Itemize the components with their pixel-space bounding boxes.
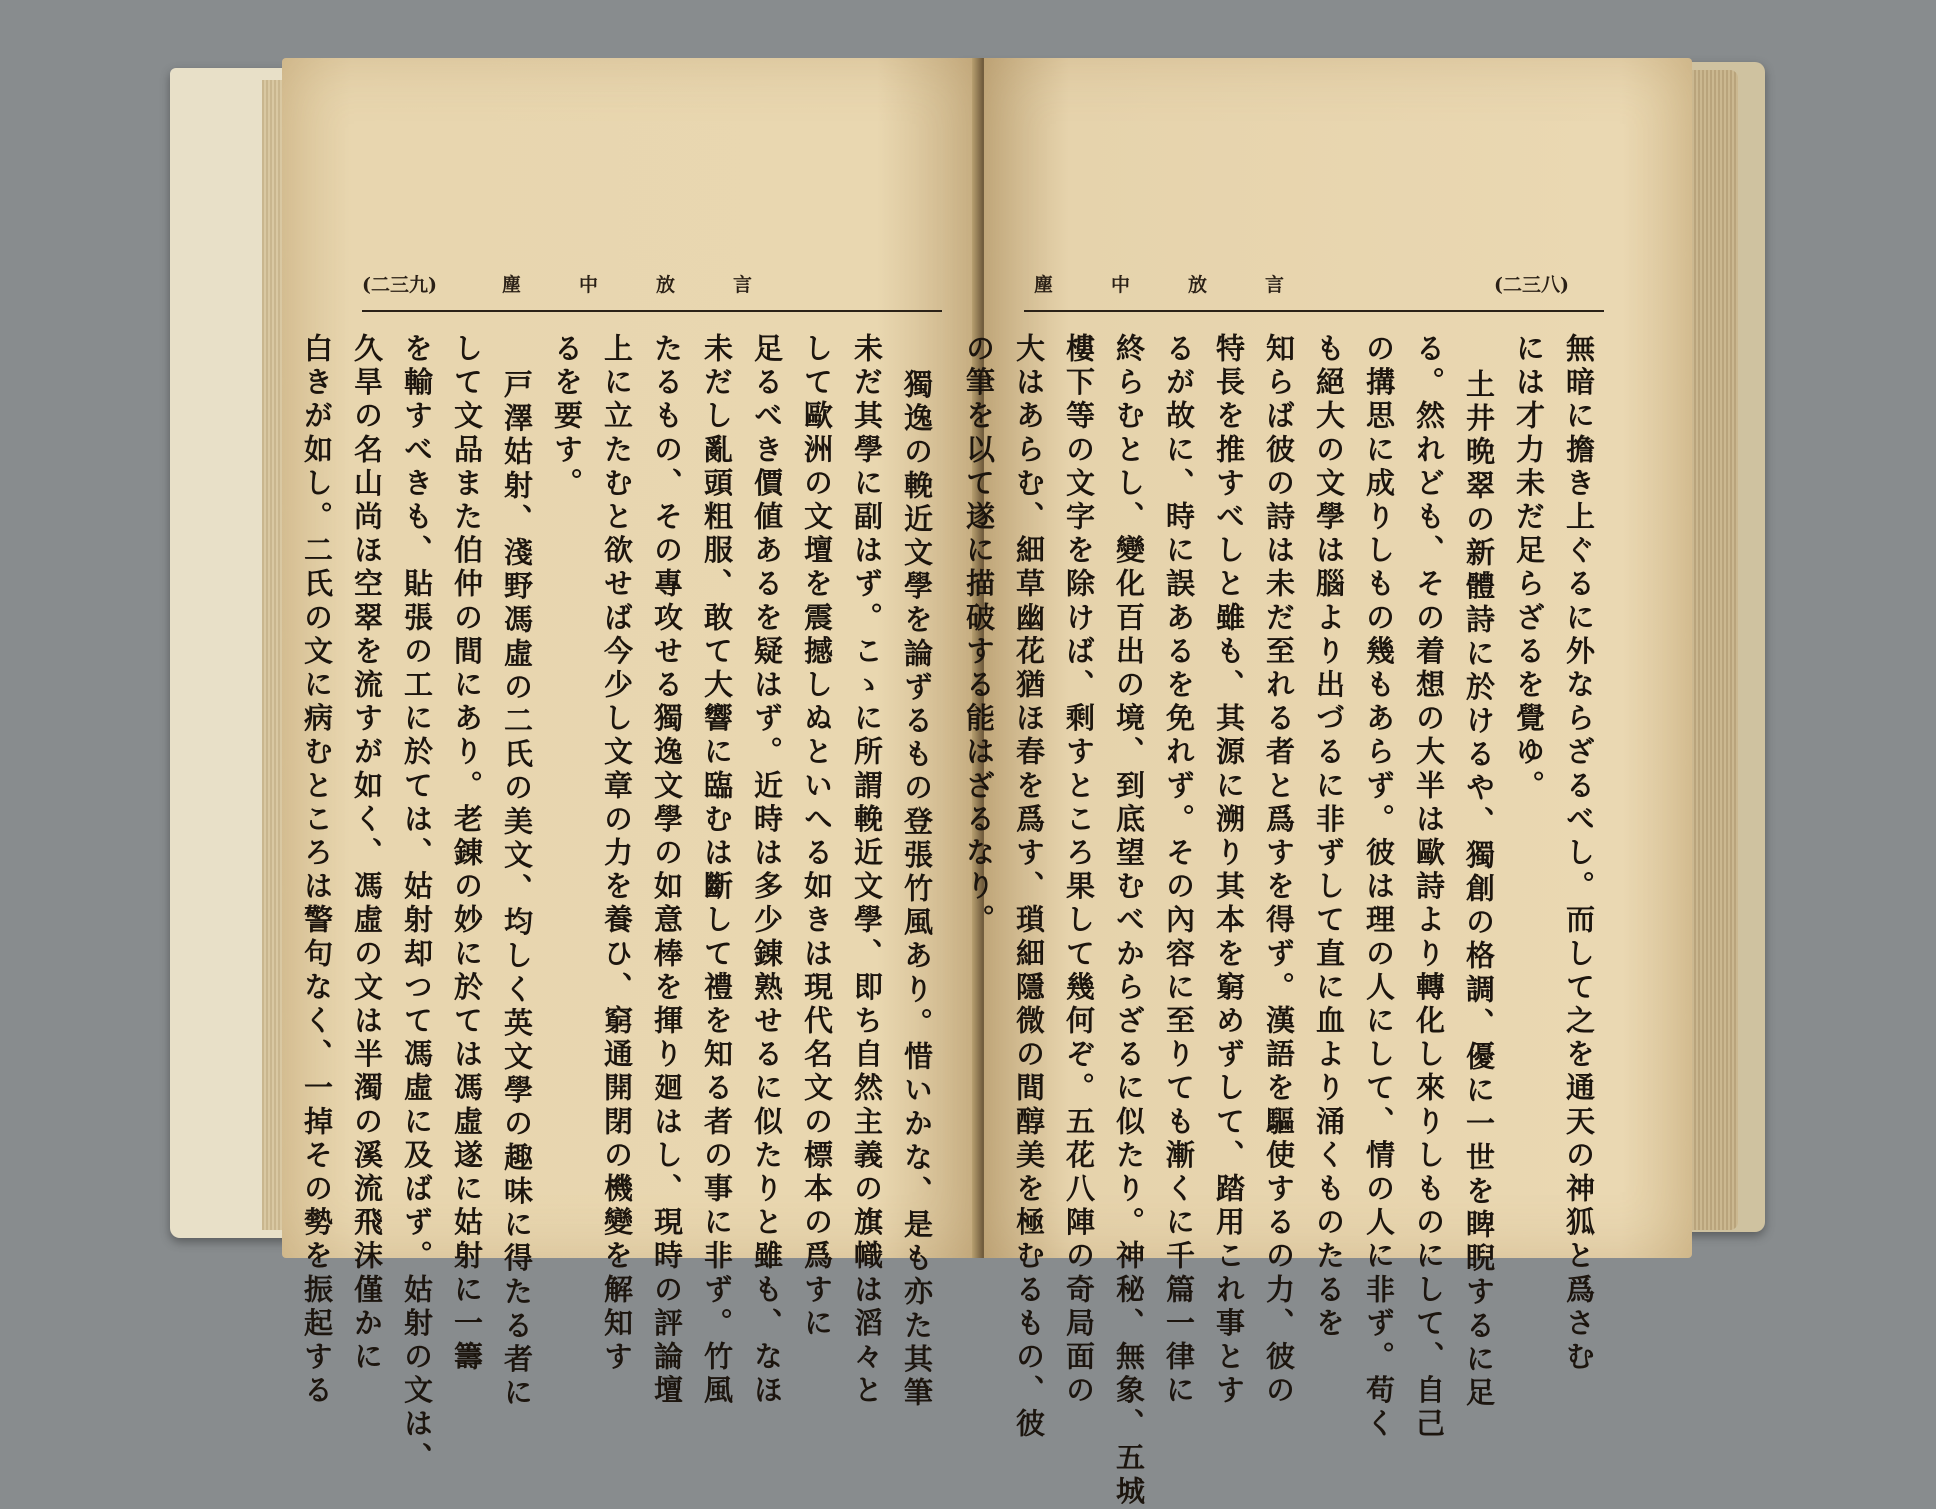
page-number: (二三九) bbox=[362, 274, 437, 296]
text-column: る。然れども、その着想の大半は歐詩より轉化し來りしものにして、自己 bbox=[1412, 333, 1446, 1442]
text-column: 上に立たむと欲せば今少し文章の力を養ひ、窮通開閉の機變を解知す bbox=[600, 333, 634, 1375]
page-edges-right bbox=[1690, 70, 1738, 1230]
text-column: 白きが如し。二氏の文に病むところは警句なく、一掉その勢を振起する bbox=[300, 333, 334, 1409]
text-column: の筆を以て遂に描破する能はざるなり。 bbox=[962, 333, 996, 938]
right-page bbox=[962, 58, 1692, 1509]
running-head: 塵中放言 bbox=[1034, 274, 1343, 296]
text-column: 未だ其學に副はず。こゝに所謂輓近文學、即ち自然主義の旗幟は滔々と bbox=[850, 333, 884, 1409]
text-column: 樓下等の文字を除けば、剩すところ果して幾何ぞ。五花八陣の奇局面の bbox=[1062, 333, 1096, 1409]
text-column: の搆思に成りしもの幾もあらず。彼は理の人にして、情の人に非ず。苟く bbox=[1362, 333, 1396, 1442]
page-number: (二三八) bbox=[1494, 274, 1569, 296]
text-column: るが故に、時に誤あるを免れず。その內容に至りても漸くに千篇一律に bbox=[1162, 333, 1196, 1409]
right-page-header bbox=[1024, 270, 1604, 302]
text-column: 足るべき價値あるを疑はず。近時は多少錬熟せるに似たりと雖も、なほ bbox=[750, 333, 784, 1409]
running-head: 塵中放言 bbox=[502, 274, 811, 296]
left-page-header bbox=[362, 270, 942, 302]
right-page-body bbox=[962, 333, 1604, 1509]
header-rule bbox=[362, 310, 942, 312]
text-column: には才力未だ足らざるを覺ゆ。 bbox=[1512, 333, 1546, 804]
text-column: 土井晩翠の新體詩に於けるや、獨創の格調、優に一世を睥睨するに足 bbox=[1462, 369, 1496, 1411]
text-column: 終らむとし、變化百出の境、到底望むべからざるに似たり。神秘、無象、五城 bbox=[1112, 333, 1146, 1509]
text-column: るを要す。 bbox=[550, 333, 584, 501]
text-column: 獨逸の輓近文學を論ずるもの登張竹風あり。惜いかな、是も亦た其筆 bbox=[900, 369, 934, 1411]
text-column: を輸すべきも、貼張の工に於ては、姑射却つて馮虛に及ばず。姑射の文は、 bbox=[400, 333, 434, 1476]
text-column: 特長を推すべしと雖も、其源に溯り其本を窮めずして、踏用これ事とす bbox=[1212, 333, 1246, 1409]
left-page-body bbox=[300, 333, 942, 1476]
text-column: 大はあらむ、細草幽花猶ほ春を爲す、瑣細隱微の間醇美を極むるもの、彼 bbox=[1012, 333, 1046, 1442]
text-column: たるもの、その專攻せる獨逸文學の如意棒を揮り廻はし、現時の評論壇 bbox=[650, 333, 684, 1409]
text-column: 未だし亂頭粗服、敢て大響に臨むは斷して禮を知る者の事に非ず。竹風 bbox=[700, 333, 734, 1409]
header-rule bbox=[1024, 310, 1604, 312]
text-column: 知らば彼の詩は未だ至れる者と爲すを得ず。漢語を驅使するの力、彼の bbox=[1262, 333, 1296, 1409]
text-column: 久旱の名山尚ほ空翠を流すが如く、馮虛の文は半濁の溪流飛沫僅かに bbox=[350, 333, 384, 1375]
left-page bbox=[282, 58, 982, 1476]
text-column: 無暗に擔き上ぐるに外ならざるべし。而して之を通天の神狐と爲さむ bbox=[1562, 333, 1596, 1375]
text-column: 戸澤姑射、淺野馮虛の二氏の美文、均しく英文學の趣味に得たる者に bbox=[500, 369, 534, 1411]
text-column: して文品また伯仲の間にあり。老錬の妙に於ては馮虛遂に姑射に一籌 bbox=[450, 333, 484, 1375]
text-column: して歐洲の文壇を震撼しぬといへる如きは現代名文の標本の爲すに bbox=[800, 333, 834, 1341]
text-column: も絕大の文學は腦より出づるに非ずして直に血より涌くものたるを bbox=[1312, 333, 1346, 1341]
